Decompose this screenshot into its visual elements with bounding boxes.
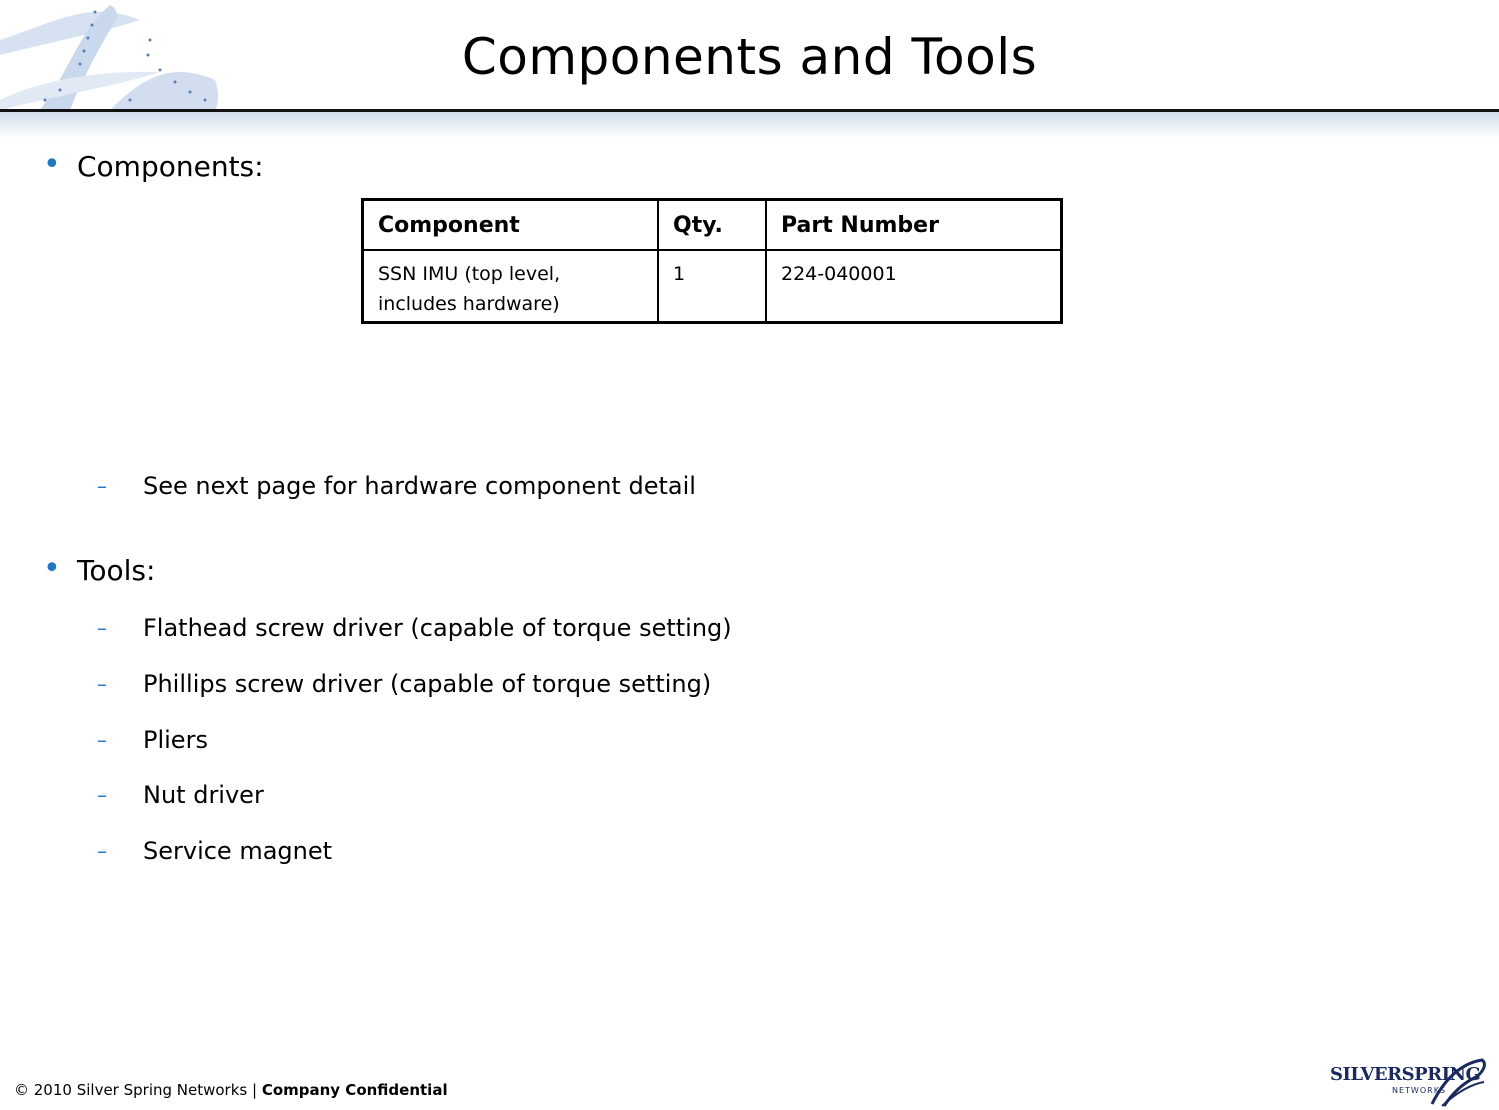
brand-logo-subtext: NETWORKS bbox=[1392, 1086, 1447, 1095]
tools-heading: Tools: bbox=[77, 554, 156, 587]
cell-component-line2: includes hardware) bbox=[378, 293, 560, 315]
tool-item-service-magnet: Service magnet bbox=[143, 837, 333, 865]
table-header-row bbox=[363, 200, 1062, 251]
footer-confidential: Company Confidential bbox=[261, 1081, 448, 1099]
bullet-dot-icon: • bbox=[43, 551, 61, 586]
dash-icon: – bbox=[97, 616, 107, 640]
title-divider-glow bbox=[0, 112, 1499, 138]
list-item bbox=[97, 613, 732, 643]
footer-copyright-text: © 2010 Silver Spring Networks | bbox=[14, 1081, 262, 1099]
column-header-part-number: Part Number bbox=[766, 200, 1062, 251]
tool-item-nut-driver: Nut driver bbox=[143, 781, 264, 809]
tools-bullet bbox=[43, 551, 156, 588]
brand-logo-text: SILVERSPRING bbox=[1330, 1064, 1481, 1085]
list-item bbox=[97, 725, 208, 755]
components-table bbox=[361, 198, 1063, 324]
list-item bbox=[97, 780, 264, 810]
footer-copyright bbox=[14, 1081, 448, 1099]
table-row bbox=[363, 250, 1062, 322]
tool-item-pliers: Pliers bbox=[143, 726, 208, 754]
silver-spring-logo bbox=[1322, 1050, 1492, 1108]
list-item bbox=[97, 836, 333, 866]
components-heading: Components: bbox=[77, 150, 264, 183]
list-item bbox=[97, 669, 712, 699]
dash-icon: – bbox=[97, 728, 107, 752]
components-note-text: See next page for hardware component detail bbox=[143, 472, 696, 500]
cell-part-number: 224-040001 bbox=[766, 250, 1062, 322]
cell-component-line1: SSN IMU (top level, bbox=[378, 263, 561, 285]
tool-item-flathead: Flathead screw driver (capable of torque setting) bbox=[143, 614, 732, 642]
components-note bbox=[97, 471, 696, 501]
column-header-component: Component bbox=[363, 200, 659, 251]
page-title: Components and Tools bbox=[461, 28, 1038, 86]
dash-icon: – bbox=[97, 783, 107, 807]
bullet-dot-icon: • bbox=[43, 147, 61, 182]
tool-item-phillips: Phillips screw driver (capable of torque setting) bbox=[143, 670, 712, 698]
dash-icon: – bbox=[97, 474, 107, 498]
dash-icon: – bbox=[97, 839, 107, 863]
silver-spring-swirl-icon bbox=[1422, 1054, 1492, 1108]
components-bullet bbox=[43, 147, 264, 184]
column-header-qty: Qty. bbox=[658, 200, 766, 251]
dash-icon: – bbox=[97, 672, 107, 696]
cell-component bbox=[363, 250, 659, 322]
cell-qty: 1 bbox=[658, 250, 766, 322]
